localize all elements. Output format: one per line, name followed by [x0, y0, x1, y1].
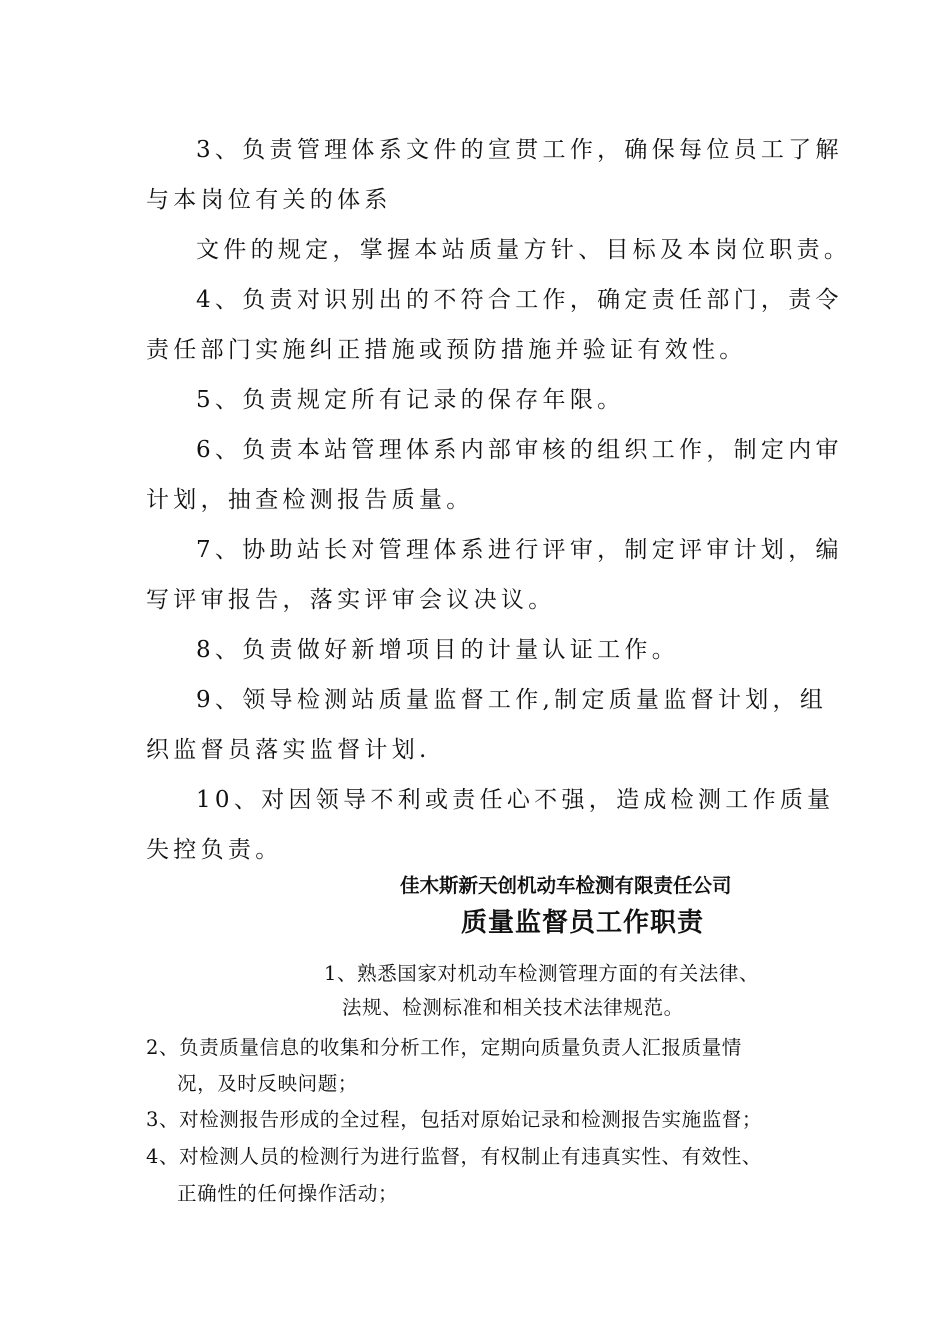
duty-item-continuation: 正确性的任何操作活动； [177, 1182, 399, 1205]
section1-line: 与本岗位有关的体系 [146, 187, 392, 213]
section1-line: 失控负责。 [146, 837, 283, 863]
section1-line: 5、负责规定所有记录的保存年限。 [196, 387, 625, 413]
section1-line: 计划，抽查检测报告质量。 [146, 487, 474, 513]
duty-item-continuation: 法规、检测标准和相关技术法律规范。 [342, 996, 684, 1019]
duty-item: 4、对检测人员的检测行为进行监督，有权制止有违真实性、有效性、 [146, 1145, 763, 1168]
company-name: 佳木斯新天创机动车检测有限责任公司 [400, 874, 732, 897]
section1-line: 9、领导检测站质量监督工作,制定质量监督计划，组 [196, 687, 828, 713]
section1-line: 织监督员落实监督计划. [146, 737, 431, 763]
duty-item: 1、熟悉国家对机动车检测管理方面的有关法律、 [324, 962, 760, 985]
section1-line: 写评审报告，落实评审会议决议。 [146, 587, 556, 613]
duty-item-continuation: 况，及时反映问题； [177, 1072, 358, 1095]
section-title: 质量监督员工作职责 [461, 908, 705, 938]
section1-line: 6、负责本站管理体系内部审核的组织工作，制定内审 [196, 437, 843, 463]
section1-line: 4、负责对识别出的不符合工作，确定责任部门，责令 [196, 287, 843, 313]
section1-line: 文件的规定，掌握本站质量方针、目标及本岗位职责。 [196, 237, 852, 263]
section1-line: 7、协助站长对管理体系进行评审，制定评审计划，编 [196, 537, 843, 563]
section1-line: 责任部门实施纠正措施或预防措施并验证有效性。 [146, 337, 747, 363]
section1-line: 8、负责做好新增项目的计量认证工作。 [196, 637, 680, 663]
duty-item: 3、对检测报告形成的全过程，包括对原始记录和检测报告实施监督； [146, 1108, 763, 1131]
section1-line: 10、对因领导不利或责任心不强，造成检测工作质量 [196, 787, 835, 813]
duty-item: 2、负责质量信息的收集和分析工作，定期向质量负责人汇报质量情 [146, 1036, 742, 1059]
section1-line: 3、负责管理体系文件的宣贯工作，确保每位员工了解 [196, 137, 843, 163]
